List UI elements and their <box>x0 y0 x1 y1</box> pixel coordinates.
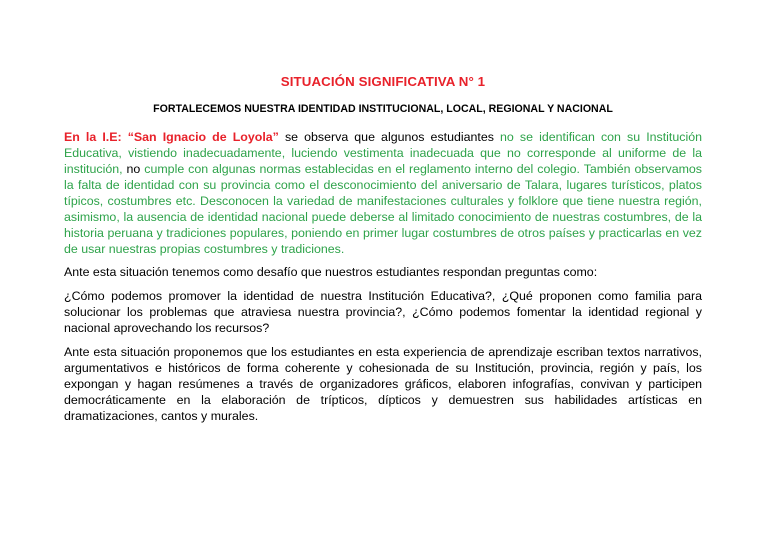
document-title: SITUACIÓN SIGNIFICATIVA N° 1 <box>280 74 486 89</box>
paragraph-text-black-1: se observa que algunos estudiantes <box>278 130 501 144</box>
paragraph-challenge: Ante esta situación tenemos como desafío que nuestros estudiantes respondan preguntas como: <box>64 265 598 279</box>
paragraph-text-green-1: no se identifican con su Institución Educativa, vistiendo inadecuadamente, luciendo vestimenta inadecuada que no corresponde al uniforme de la institución, <box>64 130 702 176</box>
document-subtitle: FORTALECEMOS NUESTRA IDENTIDAD INSTITUCIONAL, LOCAL, REGIONAL Y NACIONAL <box>153 103 613 115</box>
paragraph-text-black-2: no <box>122 162 145 176</box>
paragraph-text-green-2: cumple con algunas normas establecidas en el reglamento interno del colegio. También observamos la falta de identidad con su provincia como el desconocimiento del aniversario de Talara, lugares turísticos, platos típicos, costumbres etc. Desconocen la variedad de manifestaciones culturales y folklore que tiene nuestra región, asimismo, la ausencia de identidad nacional puede deberse al limitado conocimiento de nuestras costumbres, de la historia peruana y tradiciones populares, poniendo en primer lugar costumbres de otros países y practicarlas en vez de usar nuestras propias costumbres y tradiciones. <box>64 162 702 256</box>
paragraph-situation <box>64 129 702 257</box>
paragraph-questions: ¿Cómo podemos promover la identidad de nuestra Institución Educativa?, ¿Qué proponen como familia para solucionar los problemas que atraviesa nuestra provincia?, ¿Cómo podemos fomentar la identidad regional y nacional aprovechando los recursos? <box>64 289 702 335</box>
paragraph-proposal: Ante esta situación proponemos que los estudiantes en esta experiencia de aprendizaje escriban textos narrativos, argumentativos e históricos de forma coherente y cohesionada de su Institución, provincia, región y país, los expongan y hagan resúmenes a través de organizadores gráficos, elaboren infografías, convivan y participen democráticamente en la elaboración de trípticos, dípticos y demuestren sus habilidades artísticas en dramatizaciones, cantos y murales. <box>64 345 702 423</box>
school-name-lead: En la I.E: “San Ignacio de Loyola” <box>64 130 279 144</box>
document-page <box>64 74 702 432</box>
